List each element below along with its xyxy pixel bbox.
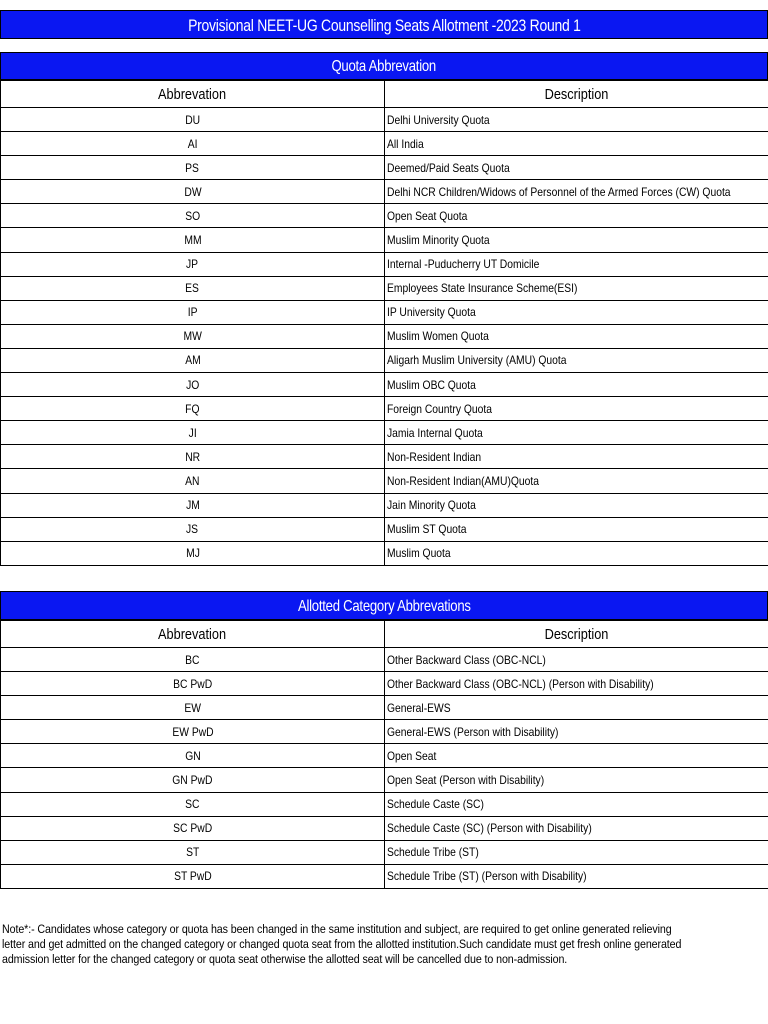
table-row	[1, 696, 768, 720]
table-row	[1, 156, 768, 180]
description-cell	[385, 469, 768, 493]
table-row	[1, 132, 768, 156]
table-row	[1, 493, 768, 517]
description-cell	[385, 348, 768, 372]
abbreviation-cell	[1, 156, 385, 180]
description-text: Jain Minority Quota	[387, 498, 476, 513]
description-cell	[385, 276, 768, 300]
abbreviation-cell	[1, 180, 385, 204]
abbreviation-text: EW PwD	[171, 724, 214, 739]
abbreviation-cell	[1, 493, 385, 517]
table-row	[1, 720, 768, 744]
abbreviation-cell	[1, 348, 385, 372]
description-text: Open Seat Quota	[387, 208, 468, 223]
description-cell	[385, 541, 768, 565]
description-text: Other Backward Class (OBC-NCL)	[387, 652, 546, 667]
description-text: Foreign Country Quota	[387, 401, 492, 416]
description-cell	[385, 156, 768, 180]
abbreviation-text: FQ	[185, 401, 200, 416]
table-row	[1, 204, 768, 228]
abbreviation-cell	[1, 228, 385, 252]
description-text: Muslim OBC Quota	[387, 377, 476, 392]
description-cell	[385, 768, 768, 792]
column-header-description-text: Description	[544, 85, 609, 103]
description-text: Other Backward Class (OBC-NCL) (Person with Disability)	[387, 676, 654, 691]
column-header-description-text: Description	[544, 625, 609, 643]
description-text: Muslim Women Quota	[387, 329, 489, 344]
description-cell	[385, 864, 768, 888]
table-row	[1, 672, 768, 696]
table-header-row	[1, 621, 768, 648]
abbreviation-cell	[1, 720, 385, 744]
description-text: Muslim Quota	[387, 546, 451, 561]
table-row	[1, 348, 768, 372]
description-cell	[385, 720, 768, 744]
description-cell	[385, 204, 768, 228]
description-text: Aligarh Muslim University (AMU) Quota	[387, 353, 567, 368]
abbreviation-cell	[1, 373, 385, 397]
abbreviation-text: EW	[184, 700, 201, 715]
abbreviation-text: GN PwD	[172, 773, 213, 788]
abbreviation-cell	[1, 300, 385, 324]
category-table-body	[1, 621, 768, 889]
admission-note: Note*:- Candidates whose category or quota has been changed in the same institution and subject, are required to get online generated relieving letter and get admitted on the changed category or changed quota seat from the allotted institution.Such candidate must get fresh online generated admission letter for the changed category or quota seat otherwise the allotted seat will be cancelled due to non-admission.	[2, 922, 682, 966]
abbreviation-text: MW	[183, 329, 202, 344]
table-row	[1, 421, 768, 445]
abbreviation-text: MJ	[185, 546, 200, 561]
quota-section-heading	[0, 52, 768, 80]
abbreviation-text: JI	[188, 425, 197, 440]
table-row	[1, 469, 768, 493]
abbreviation-text: JS	[186, 522, 199, 537]
abbreviation-cell	[1, 672, 385, 696]
abbreviation-cell	[1, 324, 385, 348]
description-text: Non-Resident Indian	[387, 449, 482, 464]
abbreviation-text: DW	[183, 184, 202, 199]
table-row	[1, 397, 768, 421]
description-cell	[385, 493, 768, 517]
abbreviation-text: SC PwD	[173, 821, 212, 836]
abbreviation-text: NR	[185, 449, 200, 464]
description-cell	[385, 648, 768, 672]
table-row	[1, 517, 768, 541]
abbreviation-text: AM	[184, 353, 201, 368]
description-text: All India	[387, 136, 424, 151]
category-section-heading	[0, 591, 768, 620]
abbreviation-cell	[1, 840, 385, 864]
abbreviation-text: ES	[185, 281, 200, 296]
description-text: Internal -Puducherry UT Domicile	[387, 257, 540, 272]
column-header-abbreviation	[1, 81, 385, 108]
description-text: Schedule Caste (SC) (Person with Disability)	[387, 821, 592, 836]
description-cell	[385, 445, 768, 469]
description-text: Schedule Tribe (ST) (Person with Disability)	[387, 869, 587, 884]
abbreviation-cell	[1, 276, 385, 300]
column-header-description	[385, 81, 768, 108]
description-cell	[385, 517, 768, 541]
description-text: Open Seat	[387, 748, 437, 763]
table-row	[1, 816, 768, 840]
description-text: Employees State Insurance Scheme(ESI)	[387, 281, 578, 296]
table-row	[1, 864, 768, 888]
table-row	[1, 228, 768, 252]
abbreviation-cell	[1, 421, 385, 445]
table-row	[1, 373, 768, 397]
column-header-description	[385, 621, 768, 648]
abbreviation-cell	[1, 864, 385, 888]
abbreviation-text: JO	[185, 377, 200, 392]
abbreviation-text: DU	[185, 112, 200, 127]
table-row	[1, 541, 768, 565]
description-cell	[385, 108, 768, 132]
abbreviation-cell	[1, 541, 385, 565]
column-header-abbreviation-text: Abbrevation	[158, 85, 227, 103]
abbreviation-cell	[1, 517, 385, 541]
abbreviation-text: GN	[184, 748, 201, 763]
description-text: Delhi University Quota	[387, 112, 490, 127]
table-row	[1, 792, 768, 816]
description-cell	[385, 421, 768, 445]
description-text: IP University Quota	[387, 305, 476, 320]
table-row	[1, 180, 768, 204]
abbreviation-cell	[1, 132, 385, 156]
description-cell	[385, 744, 768, 768]
abbreviation-text: BC PwD	[173, 676, 212, 691]
description-cell	[385, 324, 768, 348]
description-text: Jamia Internal Quota	[387, 425, 483, 440]
abbreviation-text: MM	[183, 233, 202, 248]
abbreviation-cell	[1, 469, 385, 493]
description-cell	[385, 300, 768, 324]
abbreviation-text: ST PwD	[173, 869, 212, 884]
abbreviation-cell	[1, 696, 385, 720]
abbreviation-text: AN	[185, 473, 200, 488]
table-row	[1, 276, 768, 300]
table-row	[1, 768, 768, 792]
description-text: General-EWS (Person with Disability)	[387, 724, 559, 739]
page-title: Provisional NEET-UG Counselling Seats Allotment -2023 Round 1	[187, 16, 581, 35]
description-text: Muslim Minority Quota	[387, 233, 490, 248]
column-header-abbreviation	[1, 621, 385, 648]
table-row	[1, 648, 768, 672]
abbreviation-cell	[1, 204, 385, 228]
description-cell	[385, 840, 768, 864]
description-cell	[385, 373, 768, 397]
quota-heading-text: Quota Abbrevation	[331, 58, 437, 75]
category-heading-text: Allotted Category Abbrevations	[297, 598, 471, 615]
quota-abbreviation-table	[0, 80, 768, 566]
abbreviation-cell	[1, 252, 385, 276]
abbreviation-cell	[1, 744, 385, 768]
abbreviation-text: SC	[185, 797, 200, 812]
description-cell	[385, 792, 768, 816]
category-abbreviation-table	[0, 620, 768, 889]
abbreviation-cell	[1, 792, 385, 816]
table-row	[1, 324, 768, 348]
description-cell	[385, 180, 768, 204]
description-cell	[385, 816, 768, 840]
table-row	[1, 744, 768, 768]
description-text: Delhi NCR Children/Widows of Personnel of the Armed Forces (CW) Quota	[387, 184, 731, 199]
abbreviation-cell	[1, 768, 385, 792]
abbreviation-text: JM	[185, 498, 200, 513]
description-text: Open Seat (Person with Disability)	[387, 773, 545, 788]
abbreviation-text: IP	[187, 305, 198, 320]
abbreviation-cell	[1, 816, 385, 840]
table-row	[1, 252, 768, 276]
description-cell	[385, 132, 768, 156]
description-cell	[385, 672, 768, 696]
table-row	[1, 300, 768, 324]
table-row	[1, 840, 768, 864]
column-header-abbreviation-text: Abbrevation	[158, 625, 227, 643]
description-text: Muslim ST Quota	[387, 522, 467, 537]
abbreviation-text: AI	[187, 136, 198, 151]
abbreviation-text: JP	[186, 257, 199, 272]
abbreviation-cell	[1, 397, 385, 421]
abbreviation-cell	[1, 648, 385, 672]
page-title-banner	[0, 10, 768, 39]
abbreviation-cell	[1, 445, 385, 469]
description-text: Non-Resident Indian(AMU)Quota	[387, 473, 540, 488]
description-text: Schedule Caste (SC)	[387, 797, 484, 812]
quota-table-body	[1, 81, 768, 566]
description-cell	[385, 228, 768, 252]
abbreviation-text: SO	[185, 208, 200, 223]
table-header-row	[1, 81, 768, 108]
description-text: General-EWS	[387, 700, 451, 715]
abbreviation-cell	[1, 108, 385, 132]
description-cell	[385, 397, 768, 421]
description-cell	[385, 696, 768, 720]
description-cell	[385, 252, 768, 276]
abbreviation-text: ST	[185, 845, 200, 860]
table-row	[1, 445, 768, 469]
abbreviation-text: BC	[185, 652, 200, 667]
table-row	[1, 108, 768, 132]
description-text: Deemed/Paid Seats Quota	[387, 160, 510, 175]
abbreviation-text: PS	[185, 160, 200, 175]
description-text: Schedule Tribe (ST)	[387, 845, 479, 860]
